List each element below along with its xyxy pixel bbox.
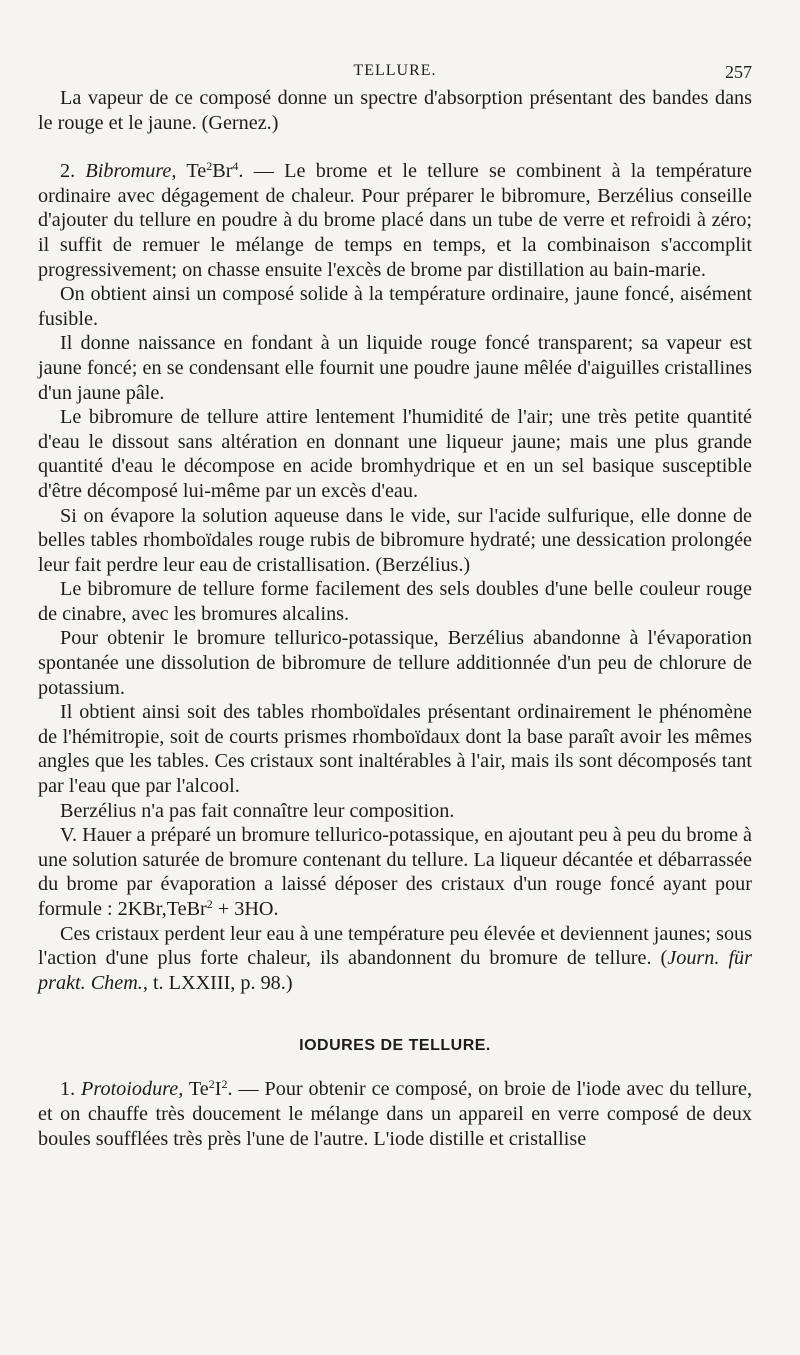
page-number: 257 — [725, 62, 752, 82]
paragraph-heat: Ces cristaux perdent leur eau à une température peu élevée et deviennent jaunes; sous l'action d'une plus forte chaleur, ils abandonnent du bromure de tellure. (Journ. für prakt. Chem., t. LXXIII, p. 98.) — [38, 922, 753, 994]
document-page — [38, 58, 752, 1151]
paragraph-hauer: V. Hauer a préparé un bromure tellurico-potassique, en ajoutant peu à peu du brome à une solution saturée de bromure contenant du tellure. La liqueur décantée et débarrassée du brome par évaporation a laissé déposer des cristaux d'un rouge foncé ayant pour formule : 2KBr,TeBr$^2$ + 3HO. — [38, 824, 752, 920]
paragraph-double-salts: Le bibromure de tellure forme facilement des sels doubles d'une belle couleur rouge de cinabre, avec les bromures alcalins. — [38, 578, 752, 625]
paragraph-potassium: Pour obtenir le bromure tellurico-potassique, Berzélius abandonne à l'évaporation spontanée une dissolution de bibromure de tellure additionnée d'un peu de chlorure de potassium. — [38, 627, 752, 699]
paragraph-humidity: Le bibromure de tellure attire lentement l'humidité de l'air; une très petite quantité d'eau le dissout sans altération en donnant une liqueur jaune; mais une plus grande quantité d'eau le décompose en acide bromhydrique et en un sel basique susceptible d'être décomposé lui-même par un excès d'eau. — [38, 406, 752, 502]
running-header — [38, 58, 752, 86]
paragraph-protoiodure: 1. Protoiodure, $Te^2I^2$. — Pour obtenir ce composé, on broie de l'iode avec du tellure, et on chauffe très doucement le mélange dans un appareil en verre composé de deux boules soufflées très près l'une de l'autre. L'iode distille et cristallise — [38, 1077, 753, 1150]
paragraph-bibromure: 2. Bibromure, Te$^2$Br$^4$. — Le brome et le tellure se combinent à la température ordinaire avec dégagement de chaleur. Pour préparer le bibromure, Berzélius conseille d'ajouter du tellure en poudre à du brome placé dans un tube de verre et refroidi à zéro; il suffit de remuer le mélange de temps en temps, et la combinaison s'accomplit progressivement; on chasse ensuite l'excès de brome par distillation au bain-marie. — [38, 159, 753, 281]
section-heading: IODURES DE TELLURE. — [299, 1037, 491, 1055]
paragraph-crystals: Il obtient ainsi soit des tables rhomboïdales présentant ordinairement le phénomène de l'hémitropie, soit de courts prismes rhomboïdaux dont la base paraît avoir les mêmes angles que les tables. Ces cristaux sont inaltérables à l'air, mais ils sont décomposés tant par l'eau que par l'alcool. — [38, 701, 752, 798]
paragraph-evaporation: Si on évapore la solution aqueuse dans le vide, sur l'acide sulfurique, elle donne de belles tables rhomboïdales rouge rubis de bibromure hydraté; une dessication prolongée leur fait perdre leur eau de cristallisation. (Berzélius.) — [38, 504, 752, 576]
running-title: TELLURE. — [353, 62, 437, 79]
paragraph-solid: On obtient ainsi un composé solide à la température ordinaire, jaune foncé, aisément fusible. — [38, 283, 752, 330]
paragraph-gernez: La vapeur de ce composé donne un spectre d'absorption présentant des bandes dans le rouge et le jaune. (Gernez.) — [38, 87, 752, 134]
term-bibromure: Bibromure, — [85, 160, 177, 183]
paragraph-liquid: Il donne naissance en fondant à un liquide rouge foncé transparent; sa vapeur est jaune foncé; en se condensant elle fournit une poudre jaune mêlée d'aiguilles cristallines d'un jaune pâle. — [38, 332, 752, 404]
term-protoiodure: Protoiodure, — [81, 1078, 184, 1101]
journal-citation: Journ. für prakt. Chem. — [38, 947, 753, 994]
paragraph-composition: Berzélius n'a pas fait connaître leur composition. — [60, 799, 455, 822]
